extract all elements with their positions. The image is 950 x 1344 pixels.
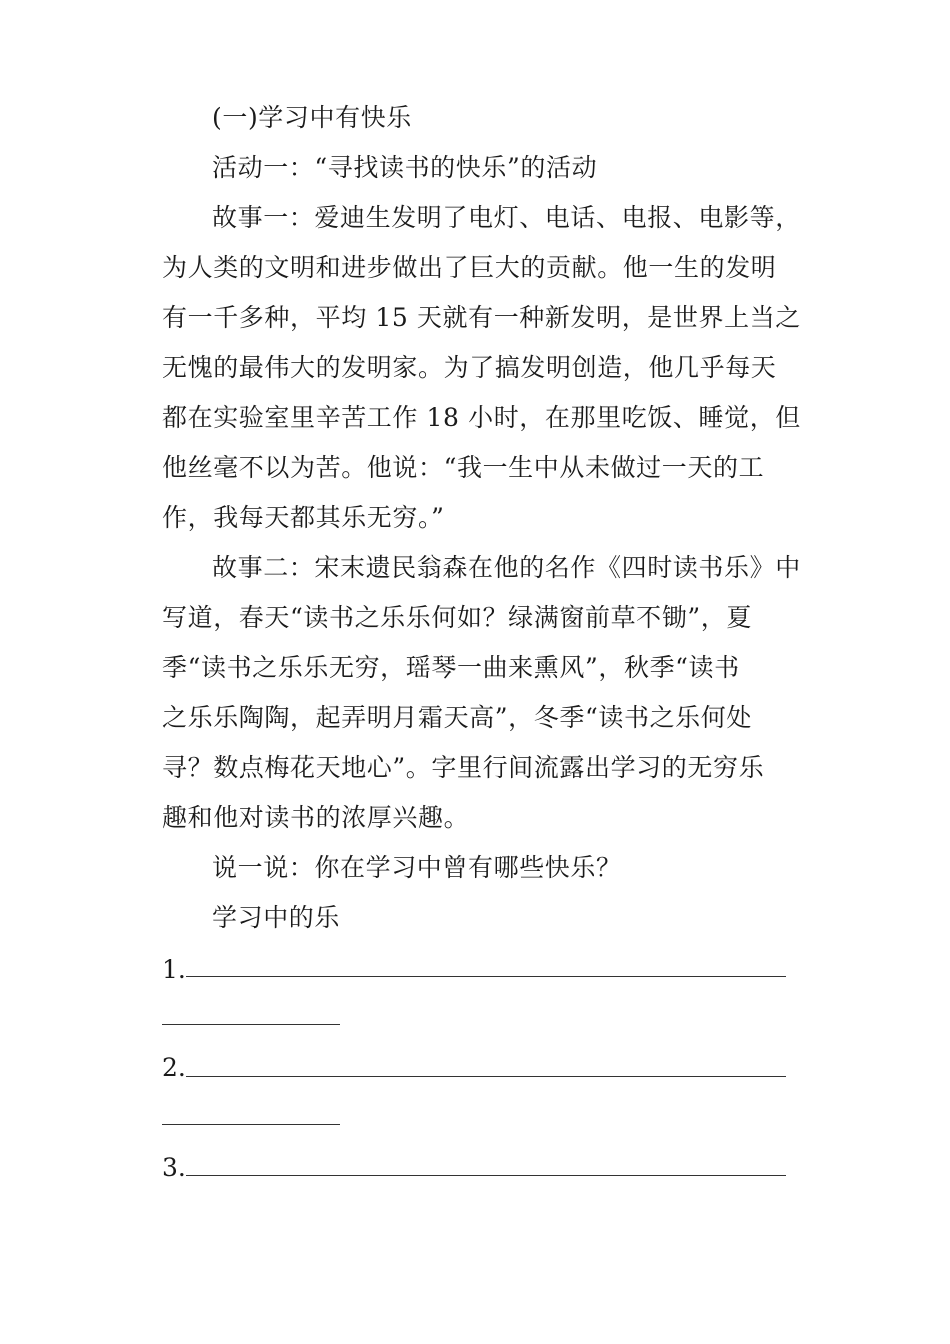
story-two-line: 趣和他对读书的浓厚兴趣。 bbox=[162, 803, 470, 832]
story-one-line: 有一千多种，平均 15 天就有一种新发明，是世界上当之 bbox=[162, 303, 801, 332]
story-two-line: 写道，春天“读书之乐乐何如？绿满窗前草不锄”，夏 bbox=[162, 603, 752, 632]
story-two-line: 季“读书之乐乐无穷，瑶琴一曲来熏风”，秋季“读书 bbox=[162, 653, 740, 682]
story-one-line: 他丝毫不以为苦。他说：“我一生中从未做过一天的工 bbox=[162, 453, 765, 482]
section-heading: (一)学习中有快乐 bbox=[212, 103, 412, 132]
answer-line[interactable] bbox=[186, 976, 786, 977]
story-one-line: 作，我每天都其乐无穷。” bbox=[162, 503, 445, 532]
activity-title: 活动一：“寻找读书的快乐”的活动 bbox=[212, 153, 598, 182]
list-item-number: 2. bbox=[162, 1053, 186, 1082]
discussion-prompt: 说一说：你在学习中曾有哪些快乐？ bbox=[212, 853, 622, 882]
answer-line-continuation[interactable] bbox=[162, 1124, 340, 1125]
story-two-line: 寻？数点梅花天地心”。字里行间流露出学习的无穷乐 bbox=[162, 753, 765, 782]
list-item-number: 3. bbox=[162, 1153, 186, 1182]
list-heading: 学习中的乐 bbox=[212, 903, 341, 932]
answer-line-continuation[interactable] bbox=[162, 1024, 340, 1025]
story-one-line: 无愧的最伟大的发明家。为了搞发明创造，他几乎每天 bbox=[162, 353, 777, 382]
story-one-line: 为人类的文明和进步做出了巨大的贡献。他一生的发明 bbox=[162, 253, 777, 282]
story-one-line: 故事一：爱迪生发明了电灯、电话、电报、电影等， bbox=[212, 203, 801, 232]
story-two-line: 故事二：宋末遗民翁森在他的名作《四时读书乐》中 bbox=[212, 553, 801, 582]
story-one-line: 都在实验室里辛苦工作 18 小时，在那里吃饭、睡觉，但 bbox=[162, 403, 801, 432]
answer-line[interactable] bbox=[186, 1175, 786, 1176]
answer-line[interactable] bbox=[186, 1076, 786, 1077]
list-item-number: 1. bbox=[162, 955, 186, 984]
story-two-line: 之乐乐陶陶，起弄明月霜天高”，冬季“读书之乐何处 bbox=[162, 703, 752, 732]
